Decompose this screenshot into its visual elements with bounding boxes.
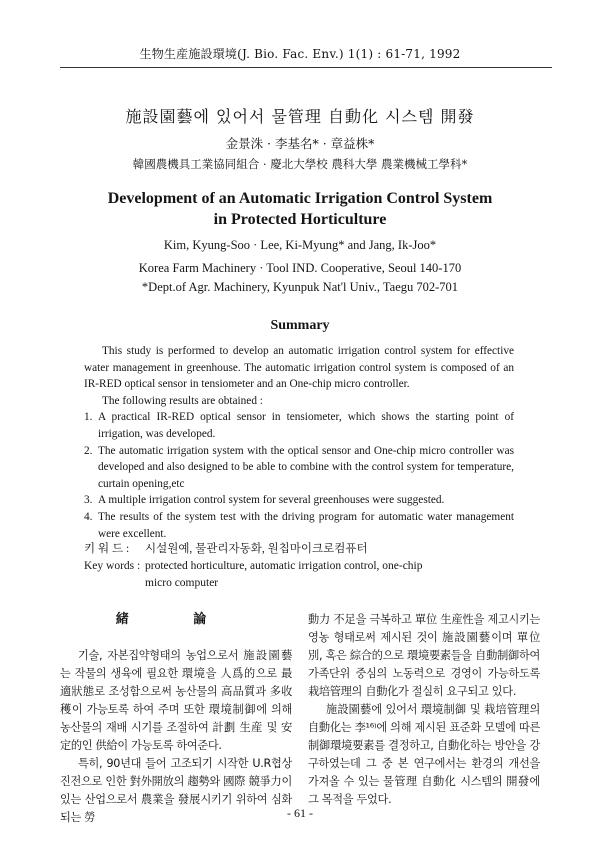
english-authors: Kim, Kyung-Soo · Lee, Ki-Myung* and Jang, Ik-Joo* xyxy=(163,238,437,252)
intro-right-column xyxy=(308,611,540,809)
intro-paragraph-4: 施設園藝에 있어서 環境制御 및 栽培管理의 自動化는 李¹⁶⁾에 의해 제시된 표준화 모델에 따른 制御環境要素를 결정하고, 自動化하는 방안을 강구하였는데 그 중 본 연구에서는 환경의 개선을 가져올 수 있는 물管理 自動化 시스템의 開發에 그 목적을 두었다. xyxy=(308,703,540,806)
english-keywords-value: protected horticulture, automatic irrigation control, one-chip micro computer xyxy=(145,560,423,589)
result-text: A multiple irrigation control system for several greenhouses were suggested. xyxy=(98,494,445,507)
korean-authors: 金景洙 · 李基名* · 章益株* xyxy=(225,136,375,151)
result-number: 1. xyxy=(84,411,93,424)
results-intro: The following results are obtained : xyxy=(102,394,263,407)
english-keywords xyxy=(84,558,514,592)
abstract-paragraph: This study is performed to develop an automatic irrigation control system for effective water management in greenhouse. The automatic irrigation control system is composed of an IR-RED optical sensor in tensiometer and an One-chip micro controller. xyxy=(84,345,514,391)
intro-heading: 緒 論 xyxy=(115,612,237,627)
english-affiliation-2: *Dept.of Agr. Machinery, Kyunpuk Nat'l Univ., Taegu 702-701 xyxy=(141,280,459,294)
result-text: A practical IR-RED optical sensor in tensiometer, which shows the starting point of irrigation, was developed. xyxy=(98,411,514,440)
korean-keywords-value: 시설원예, 물관리자동화, 원칩마이크로컴퓨터 xyxy=(145,543,368,555)
english-affiliation-1: Korea Farm Machinery · Tool IND. Cooperative, Seoul 140-170 xyxy=(138,261,462,275)
page-number: - 61 - xyxy=(287,806,313,820)
english-keywords-label: Key words : xyxy=(84,560,141,572)
abstract xyxy=(84,343,514,542)
result-number: 2. xyxy=(84,444,93,457)
result-number: 4. xyxy=(84,510,93,523)
intro-left-column xyxy=(60,611,292,827)
running-head: 生物生産施設環境(J. Bio. Fac. Env.) 1(1) : 61-71, 1992 xyxy=(139,47,461,61)
korean-keywords-label: 키 워 드 : xyxy=(84,543,130,555)
header-rule xyxy=(60,67,552,68)
intro-paragraph-3: 動力 不足을 극복하고 單位 生産性을 제고시키는 영농 형태로써 제시된 것이 施設園藝이며 單位別, 혹은 綜合的으로 環境要素들을 自動制御하여 가족단위 중심의 노동력으로 경영이 가능하도록 栽培管理의 自動化가 절실히 요구되고 있다. xyxy=(308,613,540,698)
korean-title: 施設園藝에 있어서 물管理 自動化 시스템 開發 xyxy=(125,107,475,126)
summary-heading: Summary xyxy=(270,318,330,333)
korean-keywords xyxy=(84,541,514,558)
result-number: 3. xyxy=(84,494,93,507)
list-item xyxy=(84,409,514,442)
results-list xyxy=(84,409,514,542)
intro-paragraph-2: 특히, 90년대 들어 고조되기 시작한 U.R협상 진전으로 인한 對外開放의 趨勢와 國際 競爭力이 있는 산업으로서 農業을 發展시키기 위하여 심화되는 勞 xyxy=(60,757,292,824)
intro-paragraph-1: 기술, 자본집약형태의 농업으로서 施設園藝는 작물의 생육에 필요한 環境을 人爲的으로 最適狀態로 조성함으로써 농산물의 高品質과 多收穫이 가능토록 하여 주며 또한 環境制御에 의해 농산물의 재배 시기를 조절하여 計劃 生産 및 安定的인 供給이 가능토록 하여준다. xyxy=(60,649,292,752)
english-title xyxy=(40,188,560,230)
result-text: The results of the system test with the driving program for automatic water management were excellent. xyxy=(98,510,514,540)
result-text: The automatic irrigation system with the optical sensor and One-chip micro controller was developed and also designed to be able to combine with the control system for temperature, curtain opening,etc xyxy=(98,444,514,490)
english-title-line2: in Protected Horticulture xyxy=(213,211,387,228)
list-item xyxy=(84,492,514,509)
list-item xyxy=(84,509,514,542)
korean-affiliation: 韓國農機具工業協同組合 · 慶北大學校 農科大學 農業機械工學科* xyxy=(132,157,468,171)
english-title-line1: Development of an Automatic Irrigation Control System xyxy=(107,190,493,207)
list-item xyxy=(84,443,514,493)
